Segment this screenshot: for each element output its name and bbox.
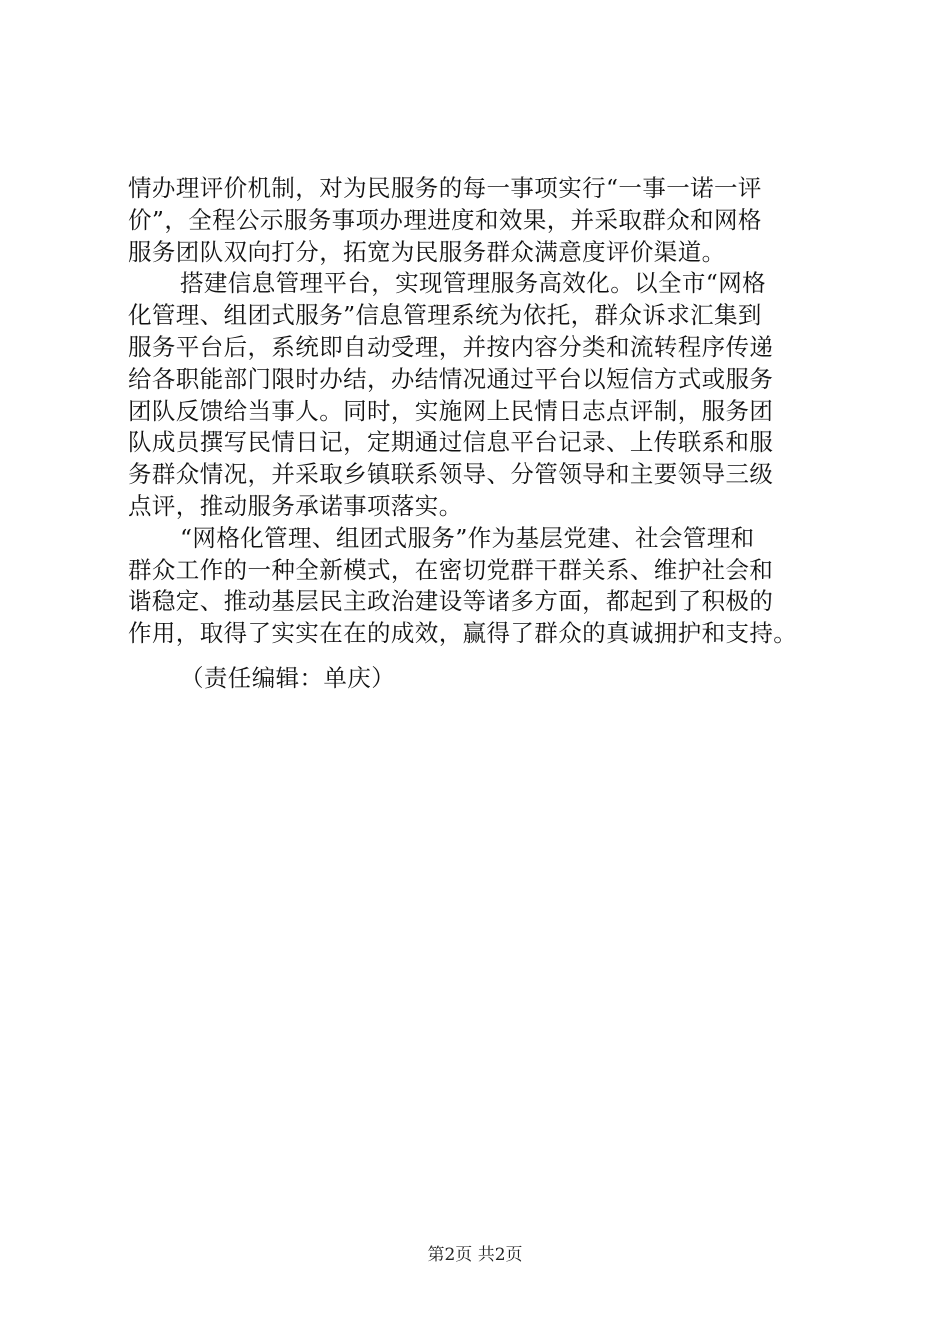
paragraph-3-line-3: 谐稳定、推动基层民主政治建设等诸多方面，都起到了积极的	[128, 587, 774, 616]
paragraph-2-line-4: 给各职能部门限时办结，办结情况通过平台以短信方式或服务	[128, 364, 774, 393]
paragraph-1-line-2: 价”，全程公示服务事项办理进度和效果，并采取群众和网格	[128, 205, 762, 234]
paragraph-2-line-8: 点评，推动服务承诺事项落实。	[128, 491, 463, 520]
page-footer	[0, 1245, 950, 1265]
paragraph-3-line-4: 作用，取得了实实在在的成效，赢得了群众的真诚拥护和支持。	[128, 619, 798, 648]
paragraph-3-line-2: 群众工作的一种全新模式，在密切党群干群关系、维护社会和	[128, 555, 774, 584]
paragraph-3-line-1: “网格化管理、组团式服务”作为基层党建、社会管理和	[180, 523, 755, 552]
paragraph-2-line-7: 务群众情况，并采取乡镇联系领导、分管领导和主要领导三级	[128, 460, 774, 489]
paragraph-1-line-1: 情办理评价机制，对为民服务的每一事项实行“一事一诺一评	[128, 174, 762, 202]
editor-note: （责任编辑：单庆）	[180, 664, 396, 692]
paragraph-2-line-5: 团队反馈给当事人。同时，实施网上民情日志点评制，服务团	[128, 396, 774, 425]
paragraph-2-line-6: 队成员撰写民情日记，定期通过信息平台记录、上传联系和服	[128, 428, 774, 457]
paragraph-2-line-1: 搭建信息管理平台，实现管理服务高效化。以全市“网格	[180, 269, 767, 298]
document-body	[128, 173, 834, 650]
page-indicator: 第2页 共2页	[427, 1245, 523, 1265]
paragraph-1-line-3: 服务团队双向打分，拓宽为民服务群众满意度评价渠道。	[128, 237, 726, 266]
paragraph-2-line-2: 化管理、组团式服务”信息管理系统为依托，群众诉求汇集到	[128, 301, 762, 330]
paragraph-2-line-3: 服务平台后，系统即自动受理，并按内容分类和流转程序传递	[128, 332, 774, 361]
